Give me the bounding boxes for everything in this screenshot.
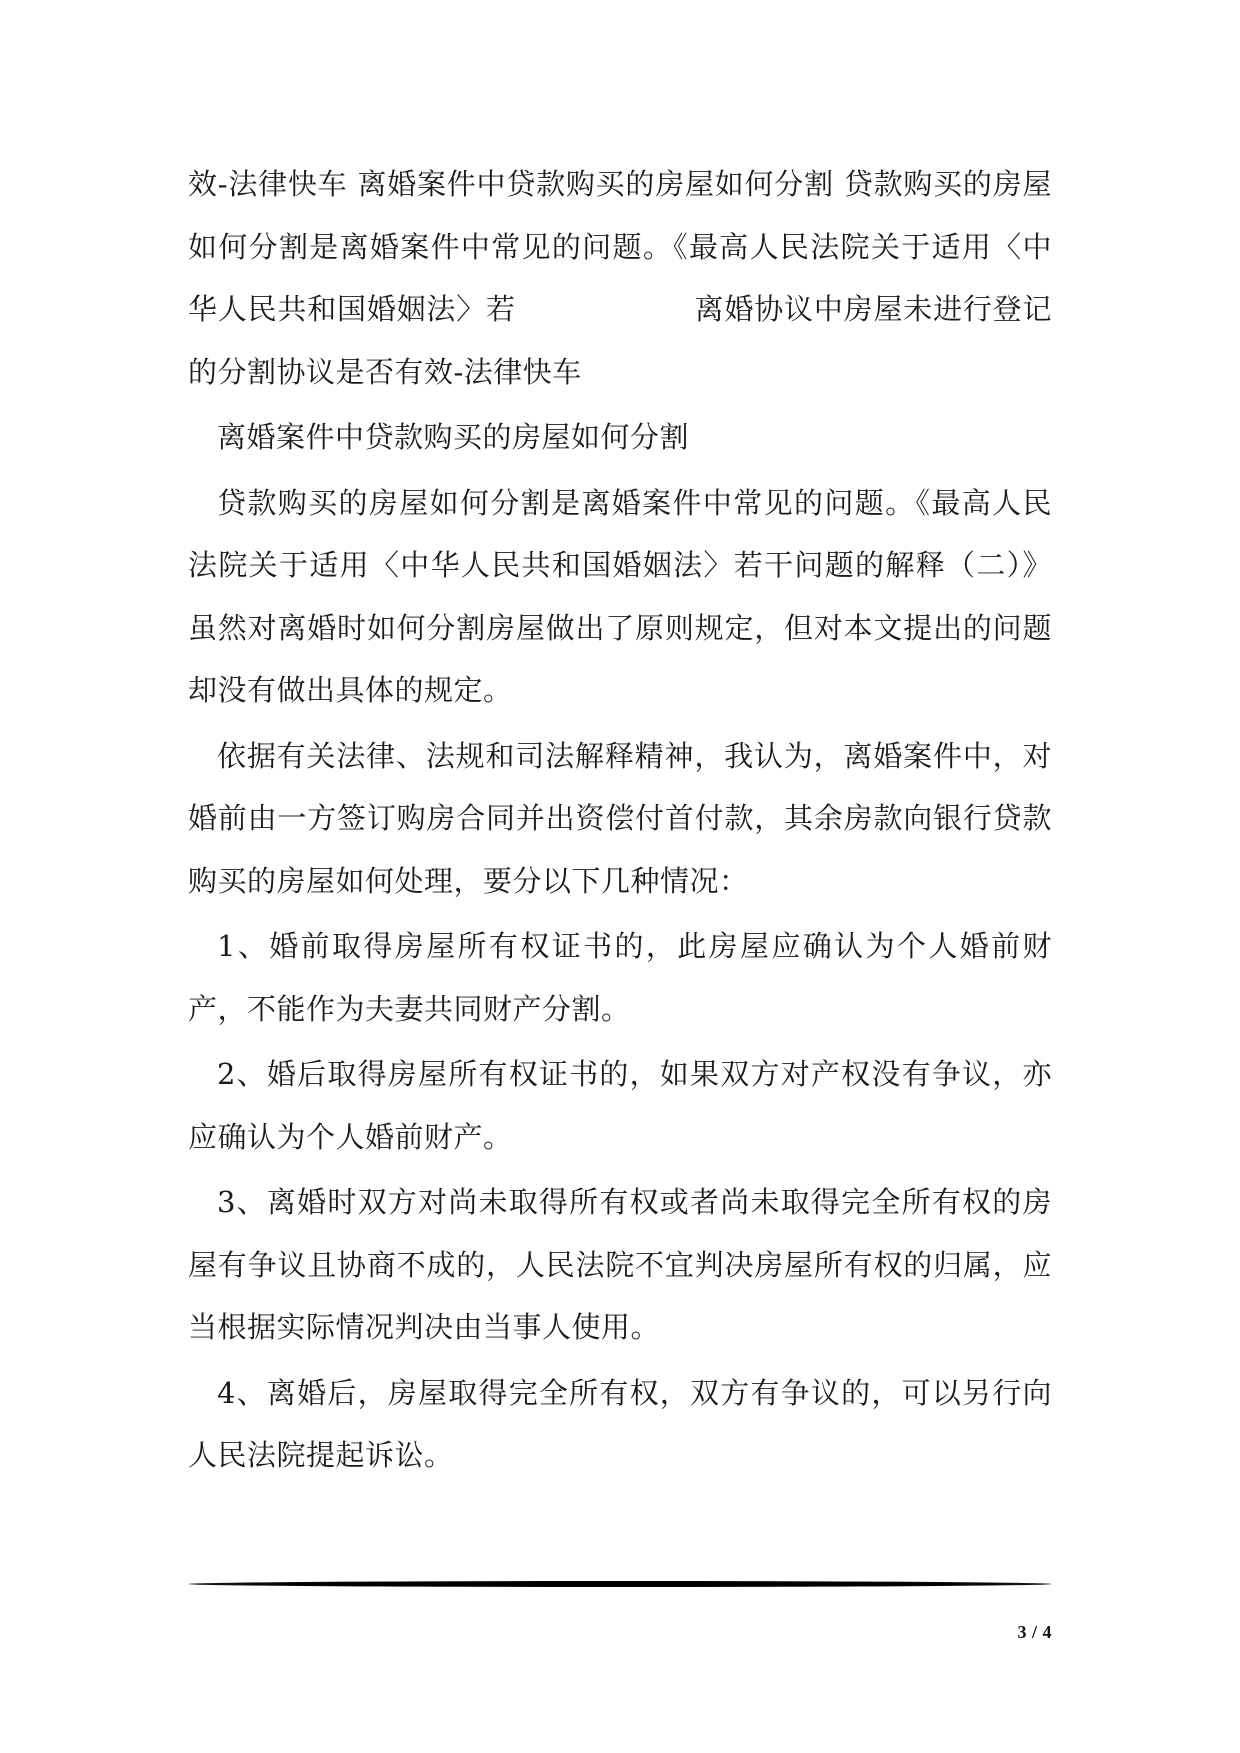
section-heading: 离婚案件中贷款购买的房屋如何分割	[217, 420, 690, 454]
list-item-2: 2、婚后取得房屋所有权证书的，如果双方对产权没有争议，亦应确认为个人婚前财产。	[188, 1057, 1052, 1154]
body-paragraph: 依据有关法律、法规和司法解释精神，我认为，离婚案件中，对婚前由一方签订购房合同并出资偿付首付款，其余房款向银行贷款购买的房屋如何处理，要分以下几种情况：	[188, 738, 1052, 898]
list-item-4: 4、离婚后，房屋取得完全所有权，双方有争议的，可以另行向人民法院提起诉讼。	[188, 1375, 1052, 1472]
document-body	[188, 153, 1052, 1487]
intro-paragraph: 效-法律快车 离婚案件中贷款购买的房屋如何分割 贷款购买的房屋如何分割是离婚案件中常见的问题。《最高人民法院关于适用〈中华人民共和国婚姻法〉若 离婚协议中房屋未进行登记的分割协议是否有效-法律快车	[188, 167, 1052, 389]
list-item-1: 1、婚前取得房屋所有权证书的，此房屋应确认为个人婚前财产，不能作为夫妻共同财产分割。	[188, 929, 1052, 1026]
list-item-3: 3、离婚时双方对尚未取得所有权或者尚未取得完全所有权的房屋有争议且协商不成的，人民法院不宜判决房屋所有权的归属，应当根据实际情况判决由当事人使用。	[188, 1185, 1052, 1344]
footer-divider	[188, 1581, 1052, 1587]
page-number: 3 / 4	[1017, 1622, 1052, 1642]
body-paragraph: 贷款购买的房屋如何分割是离婚案件中常见的问题。《最高人民法院关于适用〈中华人民共和国婚姻法〉若干问题的解释（二）》虽然对离婚时如何分割房屋做出了原则规定，但对本文提出的问题却没有做出具体的规定。	[188, 485, 1052, 707]
